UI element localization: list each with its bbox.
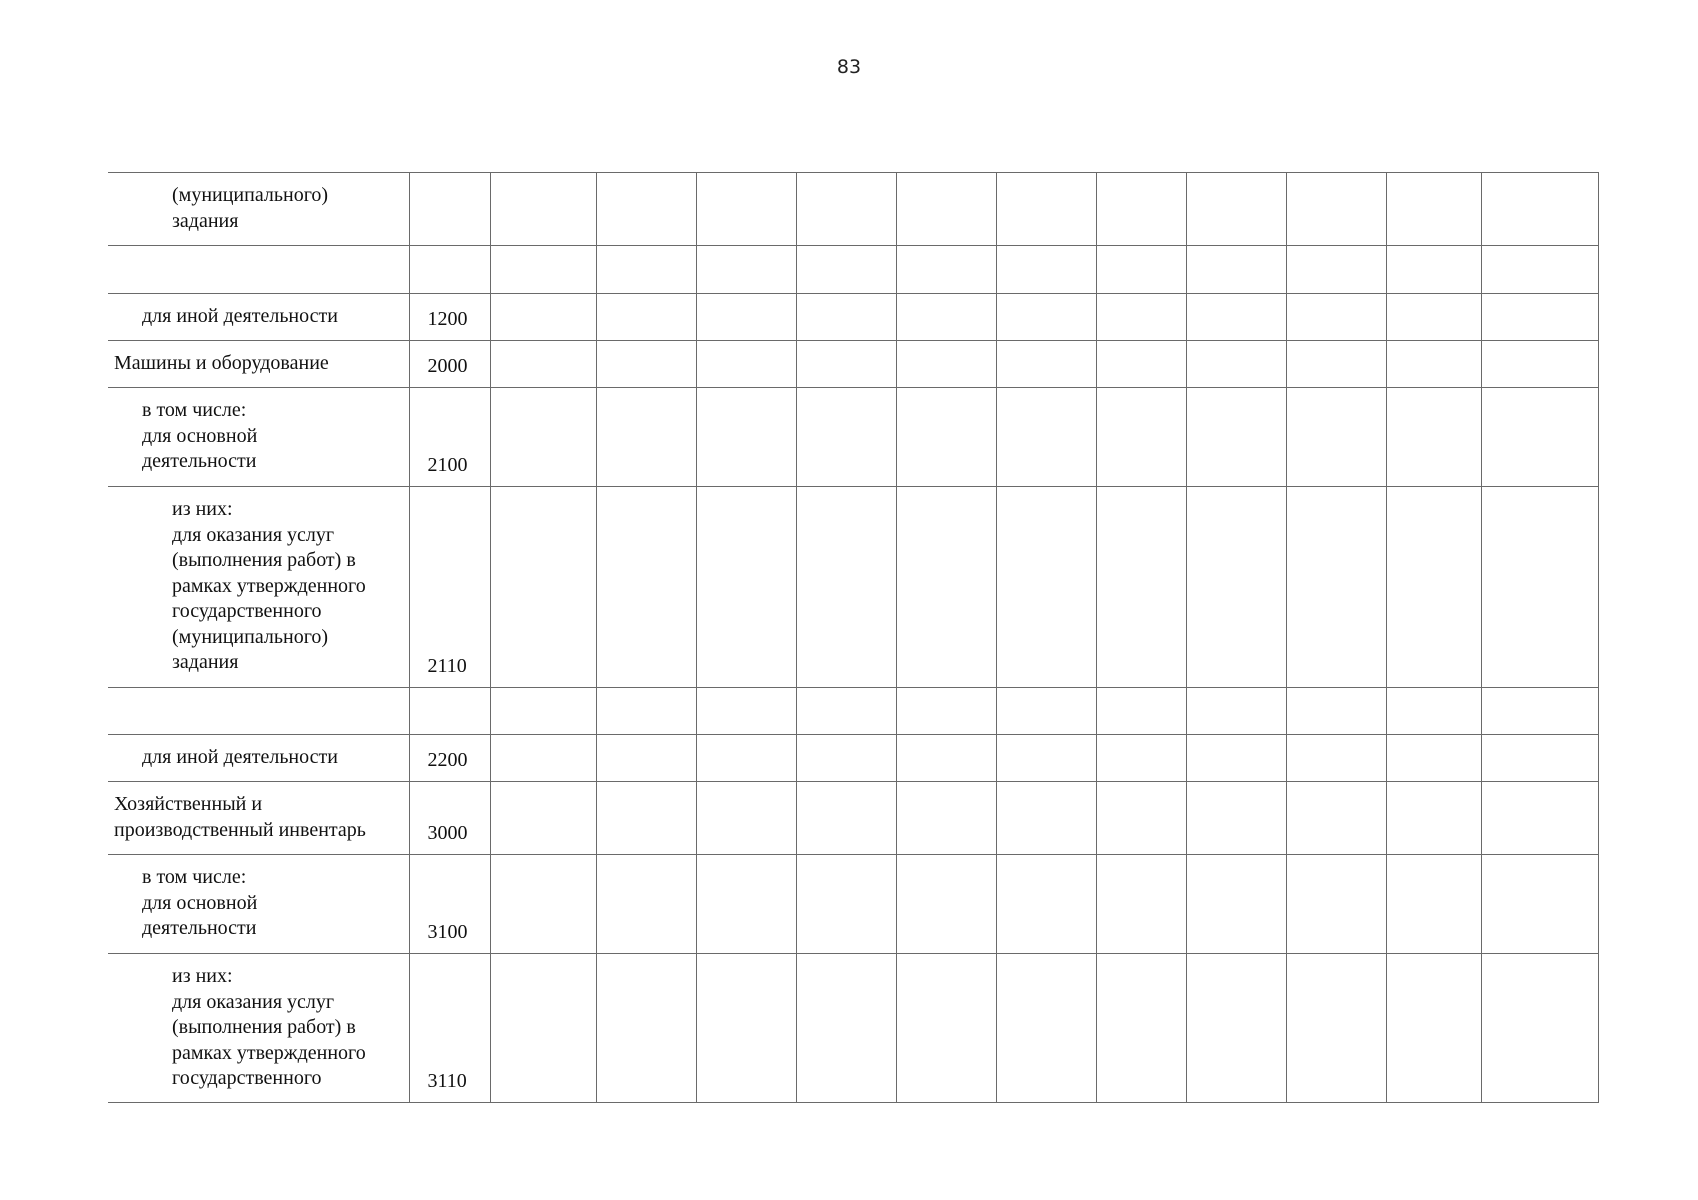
row-code: 3110 (409, 954, 490, 1103)
table-row (108, 246, 1598, 294)
table-cell (996, 341, 1096, 388)
table-cell (1481, 388, 1598, 487)
table-cell (490, 341, 596, 388)
page-number: 83 (836, 56, 862, 78)
table-cell (796, 487, 896, 688)
table-cell (1186, 954, 1286, 1103)
table-cell (796, 782, 896, 855)
row-label-line: задания (172, 209, 239, 232)
row-label-line: производственный инвентарь (114, 818, 366, 841)
row-code: 2000 (409, 341, 490, 388)
table-cell (1096, 388, 1186, 487)
table-cell (1286, 688, 1386, 735)
row-label-line: (выполнения работ) в (172, 1016, 356, 1038)
table-cell (1481, 735, 1598, 782)
table-cell (1386, 954, 1481, 1103)
table-cell (996, 173, 1096, 246)
table-cell (696, 735, 796, 782)
table-cell (996, 782, 1096, 855)
table-cell (596, 341, 696, 388)
table-cell (1096, 735, 1186, 782)
table-cell (490, 388, 596, 487)
row-label-line: Машины и оборудование (114, 352, 329, 374)
table-cell (1096, 341, 1186, 388)
table-cell (490, 782, 596, 855)
table-cell (490, 855, 596, 954)
table-cell (596, 782, 696, 855)
table-cell (896, 341, 996, 388)
table-cell (596, 246, 696, 294)
table-cell (1286, 782, 1386, 855)
table-cell (1386, 246, 1481, 294)
table-cell (490, 246, 596, 294)
table-cell (996, 388, 1096, 487)
row-label-line: из них: (172, 965, 233, 987)
table-cell (1286, 173, 1386, 246)
table-cell (996, 855, 1096, 954)
row-label-line: рамках утвержденного (172, 1041, 366, 1064)
table-cell (1386, 735, 1481, 782)
table-cell (996, 294, 1096, 341)
table-cell (1481, 487, 1598, 688)
table-cell (596, 688, 696, 735)
table-cell (1286, 487, 1386, 688)
table-cell (896, 688, 996, 735)
table-cell (996, 246, 1096, 294)
table-cell (1286, 954, 1386, 1103)
table-cell (1096, 173, 1186, 246)
table-cell (1481, 855, 1598, 954)
table-cell (1386, 294, 1481, 341)
table-cell (1096, 246, 1186, 294)
table-cell (1386, 487, 1481, 688)
table-cell (1286, 388, 1386, 487)
table-cell (1386, 855, 1481, 954)
table-cell (1386, 341, 1481, 388)
table-cell (490, 173, 596, 246)
row-label-line: для оказания услуг (172, 523, 335, 546)
table-cell (996, 954, 1096, 1103)
table-cell (1386, 173, 1481, 246)
table-cell (696, 855, 796, 954)
report-table (108, 172, 1599, 1103)
table-cell (796, 954, 896, 1103)
table-cell (1186, 341, 1286, 388)
table-row (108, 954, 1598, 1103)
table-cell (796, 688, 896, 735)
row-label-line: для иной деятельности (142, 746, 338, 768)
row-label (108, 341, 409, 388)
table-cell (490, 735, 596, 782)
table-cell (896, 388, 996, 487)
row-code: 3100 (409, 855, 490, 954)
row-label-line: (муниципального) (172, 625, 329, 648)
table-row (108, 735, 1598, 782)
table-cell (996, 735, 1096, 782)
table-cell (696, 688, 796, 735)
table-cell (896, 294, 996, 341)
row-code: 2200 (409, 735, 490, 782)
table-cell (1386, 688, 1481, 735)
table-body (108, 173, 1598, 1103)
table-cell (996, 487, 1096, 688)
table-cell (996, 688, 1096, 735)
table-cell (1096, 782, 1186, 855)
table-row (108, 782, 1598, 855)
row-label-line: из них: (172, 498, 233, 520)
table-cell (1481, 954, 1598, 1103)
table-cell (796, 735, 896, 782)
row-code: 3000 (409, 782, 490, 855)
row-label (108, 855, 409, 954)
table-cell (1186, 688, 1286, 735)
table-cell (1481, 294, 1598, 341)
table-cell (1386, 782, 1481, 855)
table-cell (1096, 688, 1186, 735)
table-cell (1481, 341, 1598, 388)
table-cell (696, 294, 796, 341)
table-cell (896, 954, 996, 1103)
table-cell (1186, 294, 1286, 341)
table-row (108, 173, 1598, 246)
row-code: 2100 (409, 388, 490, 487)
table-row (108, 388, 1598, 487)
row-label (108, 388, 409, 487)
table-cell (696, 782, 796, 855)
table-row (108, 487, 1598, 688)
table-cell (596, 735, 696, 782)
row-label-line: в том числе: (142, 399, 247, 421)
row-code: 1200 (409, 294, 490, 341)
row-label (108, 246, 409, 294)
table-cell (696, 388, 796, 487)
table-cell (1386, 388, 1481, 487)
table-cell (896, 782, 996, 855)
table-cell (696, 173, 796, 246)
table-cell (1286, 735, 1386, 782)
row-label (108, 735, 409, 782)
table-cell (596, 294, 696, 341)
table-cell (1481, 173, 1598, 246)
table-cell (596, 487, 696, 688)
row-code: 2110 (409, 487, 490, 688)
row-code (409, 688, 490, 735)
table-cell (896, 246, 996, 294)
row-label (108, 954, 409, 1103)
table-cell (1286, 246, 1386, 294)
table-cell (796, 388, 896, 487)
row-label-line: Хозяйственный и (114, 793, 263, 815)
table-cell (696, 341, 796, 388)
row-label (108, 782, 409, 855)
row-label-line: государственного (172, 1067, 322, 1089)
row-code (409, 173, 490, 246)
table-cell (1286, 341, 1386, 388)
table-cell (796, 341, 896, 388)
table-cell (1186, 855, 1286, 954)
table-cell (1481, 246, 1598, 294)
table-cell (1186, 735, 1286, 782)
table-cell (696, 954, 796, 1103)
table-cell (696, 246, 796, 294)
table-row (108, 294, 1598, 341)
table-cell (490, 294, 596, 341)
table-cell (490, 954, 596, 1103)
table-cell (896, 173, 996, 246)
table-cell (596, 855, 696, 954)
table-cell (1481, 782, 1598, 855)
row-label-line: для основной (142, 891, 258, 914)
table-row (108, 341, 1598, 388)
table-cell (896, 735, 996, 782)
row-label-line: деятельности (142, 917, 257, 939)
table-cell (596, 388, 696, 487)
table-cell (796, 246, 896, 294)
row-label-line: (муниципального) (172, 184, 329, 206)
table-cell (490, 688, 596, 735)
row-code (409, 246, 490, 294)
row-label-line: в том числе: (142, 866, 247, 888)
row-label-line: для оказания услуг (172, 990, 335, 1013)
table-cell (1186, 246, 1286, 294)
table-cell (490, 487, 596, 688)
table-row (108, 688, 1598, 735)
table-cell (1481, 688, 1598, 735)
row-label (108, 688, 409, 735)
table-cell (1286, 294, 1386, 341)
row-label-line: государственного (172, 600, 322, 622)
row-label-line: для основной (142, 424, 258, 447)
row-label (108, 294, 409, 341)
table-cell (1186, 173, 1286, 246)
table-cell (1186, 487, 1286, 688)
table-cell (596, 173, 696, 246)
table-cell (796, 173, 896, 246)
table-cell (1096, 855, 1186, 954)
table-cell (596, 954, 696, 1103)
row-label-line: для иной деятельности (142, 305, 338, 327)
table-cell (696, 487, 796, 688)
table-row (108, 855, 1598, 954)
table-cell (896, 855, 996, 954)
row-label-line: рамках утвержденного (172, 574, 366, 597)
table-cell (1096, 487, 1186, 688)
table-cell (1096, 294, 1186, 341)
row-label (108, 173, 409, 246)
table-cell (1186, 782, 1286, 855)
table-cell (1186, 388, 1286, 487)
row-label-line: деятельности (142, 450, 257, 472)
table-cell (1286, 855, 1386, 954)
table-cell (796, 294, 896, 341)
table-cell (1096, 954, 1186, 1103)
row-label-line: задания (172, 651, 239, 673)
table-cell (896, 487, 996, 688)
row-label (108, 487, 409, 688)
table-cell (796, 855, 896, 954)
row-label-line: (выполнения работ) в (172, 549, 356, 571)
